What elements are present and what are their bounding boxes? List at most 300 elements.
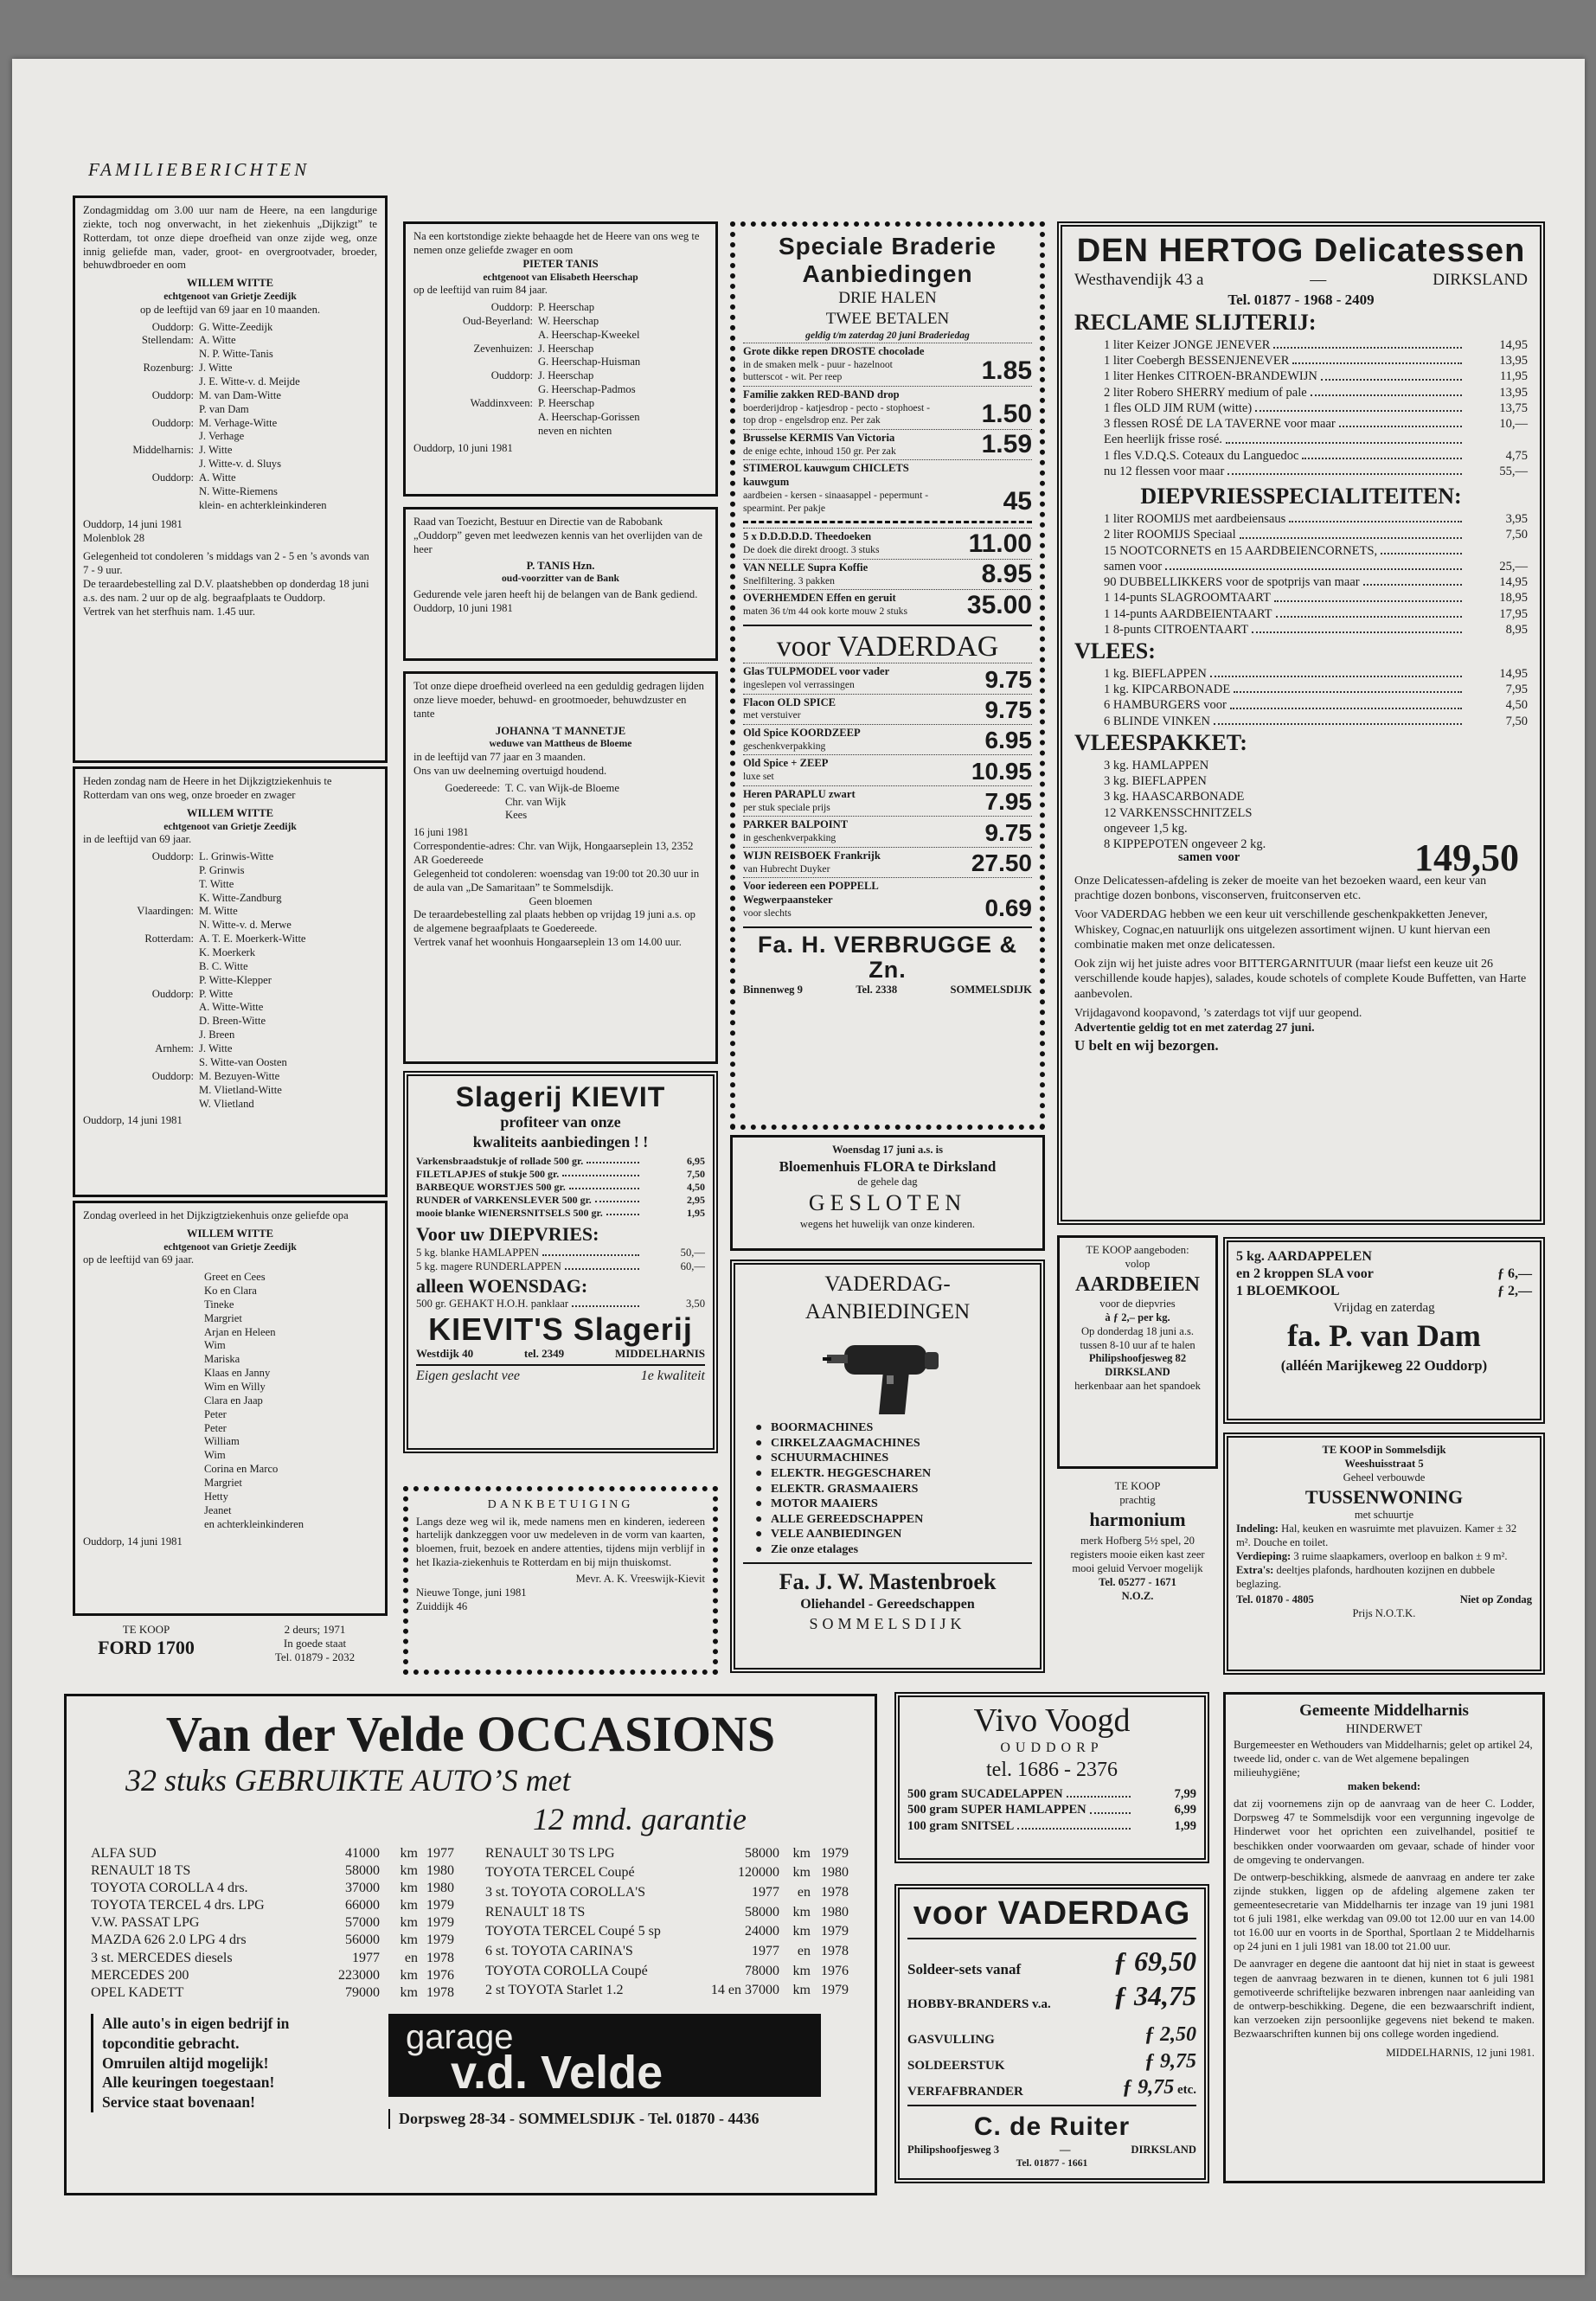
harm-label: TE KOOP (1114, 1480, 1161, 1492)
family-place (83, 1098, 194, 1112)
hertog-liquor-list (1074, 337, 1528, 479)
kievit-item (416, 1155, 705, 1168)
hertog-meat-item-label: 6 BLINDE VINKEN (1104, 714, 1210, 728)
ruiter-shop-name: C. de Ruiter (973, 2112, 1131, 2142)
hertog-liquor-item-label: 1 fles OLD JIM RUM (witte) (1104, 401, 1253, 415)
obit-thanks: Ons van uw deelneming overtuigd houdend. (413, 764, 607, 777)
kievit-item-label: FILETLAPJES of stukje 500 gr. (416, 1167, 560, 1180)
hertog-liquor-item-price: 55,— (1499, 465, 1528, 479)
hertog-frozen-item-label: 1 liter ROOMIJS met aardbeiensaus (1104, 512, 1286, 527)
vandam-price-3: ƒ 2,— (1497, 1284, 1532, 1299)
rabobank-notice (403, 507, 718, 661)
grandchild-name: Mariska (204, 1353, 240, 1366)
obit-place: Ouddorp, 14 juni 1981 (83, 1535, 183, 1548)
kievit-freezer-item: 5 kg. magere RUNDERLAPPEN 60,— (416, 1259, 705, 1272)
woning-sunday: Niet op Zondag (1459, 1593, 1532, 1606)
vivo-item (907, 1818, 1196, 1834)
hertog-package-price: 149,50 (1414, 836, 1519, 879)
braderie-item-desc: maten 36 t/m 44 ook korte mouw 2 stuks (743, 606, 907, 618)
ford-doors: 2 deurs; 1971 (284, 1623, 346, 1636)
aardbeien-pickup: Op donderdag 18 juni a.s. tussen 8-10 uur af te halen (1080, 1324, 1195, 1351)
woning-line-1: TE KOOP in Sommelsdijk (1322, 1444, 1446, 1456)
car-model: 3 st. TOYOTA COROLLA'S (485, 1884, 646, 1900)
obit-family-list (413, 301, 708, 439)
verbrugge-address: Binnenweg 9 (743, 983, 803, 996)
obit-departure: Vertrek van het sterfhuis nam. 1.45 uur. (83, 605, 256, 618)
hertog-liquor-item-price: 13,95 (1499, 385, 1528, 400)
family-name: N. Witte-Riemens (199, 484, 278, 497)
den-hertog-ad: DEN HERTOG Delicatessen Westhavendijk 43 a — DIRKSLAND Tel. 01877 - 1968 - 2409 RECLAME SLIJTERIJ: 1 liter Keizer JONGE JENEVER 14,95 1 liter Coebergh BESSENJENEVER 13,95 1 liter Henkes CITROEN-BRANDEWIJN 11,95 2 liter Robero SHERRY medium of pale 13,95 1 fles OLD JIM RUM (witte) 13,75 3 flessen ROSÉ DE LA TAVERNE voor maar 10,— Een heerlijk frisse rosé. 1 fles V.D.Q.S. Coteaux du Languedoc 4,75 nu 12 flessen voor maar 55,— DIEPVRIESSPECIALITEITEN: 1 liter ROOMIJS met aardbeiensaus 3,95 2 liter ROOMIJS Speciaal 7,50 15 NOOTCORNETS en 15 AARDBEIENCORNETS, samen voor 25,— 90 DUBBELLIKKERS voor de spotprijs van maar 14,95 1 14-punts SLAGROOMTAART 18,95 1 14-punts AARDBEIENTAART 17,95 1 8-punts CITROENTAART 8,95 VLEES: 1 kg. BIEFLAPPEN 14,95 1 kg. KIPCARBONADE 7,95 6 HAMBURGERS voor 4,50 6 BLINDE VINKEN 7,50 VLEESPAKKET: 3 kg. HAMLAPPEN 3 kg. BIEFLAPPEN 3 kg. HAASCARBONADE 12 VARKENSSCHNITZELS ongeveer 1,5 kg. 8 KIPPEPOTEN ongeveer 2 kg. samen voor 149,50 Onze Delicatessen-afdeling is zeker de moeite van het bezoeken waard, een keur van prachtige dozen bonbons, visconserven, fruitconserven etc. Voor VADERDAG hebben we een keur uit verschillende geschenkpakketten Jenever, Whiskey, Cognac,en natuurlijk ons uitgelezen assortiment wijnen. U kunt hiervan een combinatie maken met onze delicatessen. Ook zijn wij het juiste adres voor BITTERGARNITUUR (maar liefst een keuze uit 26 verschillende koude hapjes), salades, koude schotels of complete Koude Buffetten, van Harte aanbevolen. Vrijdagavond koopavond, ’s zaterdags tot vijf uur geopend. Advertentie geldig tot en met zaterdag 27 juni. U belt en wij bezorgen. (1057, 221, 1545, 1225)
hertog-meat-item (1104, 697, 1528, 713)
woning-label-2: Verdieping: (1236, 1549, 1292, 1562)
drill-icon (823, 1328, 952, 1419)
braderie-item (743, 386, 1032, 429)
vivo-item-label: 100 gram SNITSEL (907, 1818, 1015, 1833)
braderie-item-title: Old Spice + ZEEP (743, 757, 829, 770)
obit-place: Ouddorp, 14 juni 1981 (83, 517, 183, 530)
obit-burial: De teraardebestelling zal D.V. plaatshebben op donderdag 18 juni a.s. des nam. 2 uur op de alg. begraafplaats te Ouddorp. (83, 578, 369, 604)
car-km: 66000 (345, 1898, 380, 1913)
car-unit: km (400, 1898, 418, 1913)
vivo-item-label: 500 gram SUCADELAPPEN (907, 1787, 1063, 1802)
car-model: OPEL KADETT (91, 1984, 184, 2000)
family-place: Ouddorp: (151, 987, 194, 1000)
braderie-item-price: 6.95 (984, 727, 1032, 754)
kievit-slogan-1: Eigen geslacht vee (416, 1368, 520, 1383)
obit-burial: De teraardebestelling zal plaats hebben op vrijdag 19 juni a.s. op de algemene begraafplaats te Goedereede. (413, 908, 695, 935)
vivo-title: Vivo Voogd (973, 1702, 1131, 1739)
family-place: Vlaardingen: (137, 905, 194, 918)
gemeente-intro: Burgemeester en Wethouders van Middelharnis; gelet op artikel 24, tweede lid, onder c. van de Wet algemene bepalingen milieuhygiëne; (1234, 1738, 1533, 1779)
kievit-item (416, 1194, 705, 1207)
car-km: 58000 (745, 1904, 779, 1920)
braderie-item (743, 343, 1032, 386)
car-km: 58000 (345, 1862, 380, 1878)
ruiter-price-5: ƒ 9,75 (1122, 2075, 1175, 2099)
verbrugge-phone: Tel. 2338 (856, 983, 898, 996)
car-model: 3 st. MERCEDES diesels (91, 1950, 233, 1965)
obit-family-list (83, 850, 377, 1111)
braderie-sub-1: DRIE HALEN (838, 289, 937, 308)
family-name: D. Breen-Witte (199, 1015, 266, 1028)
car-unit: km (792, 1983, 811, 1998)
braderie-item-desc: voor slechts (743, 907, 792, 919)
hertog-frozen-item-label: samen voor (1104, 559, 1163, 574)
family-name: P. Grinwis (199, 863, 245, 876)
family-name: P. van Dam (199, 402, 249, 415)
hertog-liquor-item-price: 14,95 (1499, 337, 1528, 352)
hertog-meat-item (1104, 714, 1528, 729)
grandchild-name: Klaas en Janny (204, 1367, 271, 1380)
car-unit: km (792, 1963, 811, 1978)
vivo-voogd-ad (894, 1692, 1209, 1863)
aardbeien-label: TE KOOP aangeboden: (1086, 1244, 1189, 1256)
hertog-liquor-item (1104, 464, 1528, 479)
car-year: 1980 (426, 1862, 454, 1878)
hertog-frozen-item (1104, 559, 1528, 574)
braderie-item (743, 559, 1032, 589)
grandchild-name: Greet en Cees (204, 1271, 266, 1284)
car-unit: km (400, 1880, 418, 1895)
braderie-item-title: Old Spice KOORDZEEP (743, 726, 861, 739)
car-unit: en (404, 1950, 418, 1965)
car-km: 24000 (745, 1924, 779, 1939)
car-model: TOYOTA TERCEL Coupé 5 sp (485, 1924, 661, 1939)
vandam-days: Vrijdag en zaterdag (1333, 1301, 1435, 1316)
kievit-title: Slagerij KIEVIT (455, 1081, 666, 1112)
family-name: J. Witte (199, 1042, 233, 1055)
braderie-items-2 (743, 528, 1032, 619)
obit-age: op de leeftijd van ruim 84 jaar. (413, 284, 548, 297)
obit-intro: Zondag overleed in het Dijkzigtziekenhuis onze geliefde opa (83, 1209, 349, 1221)
gemeente-place-date: MIDDELHARNIS, 12 juni 1981. (1386, 2047, 1535, 2060)
obit-intro: Heden zondag nam de Heere in het Dijkzigtziekenhuis te Rotterdam van ons weg, onze broeder en zwager (83, 775, 332, 801)
aardbeien-volop: volop (1125, 1257, 1151, 1270)
hertog-town: DIRKSLAND (1433, 270, 1528, 289)
hertog-frozen-item-price: 14,95 (1499, 575, 1528, 590)
hertog-meat-item (1104, 682, 1528, 697)
hertog-frozen-item-label: 1 14-punts AARDBEIENTAART (1104, 606, 1272, 621)
hertog-frozen-item (1104, 543, 1528, 559)
hertog-phone: Tel. 01877 - 1968 - 2409 (1227, 291, 1375, 308)
car-km: 58000 (745, 1845, 779, 1861)
braderie-item-price: 1.85 (981, 356, 1032, 385)
hertog-meat-item-price: 4,50 (1505, 698, 1528, 713)
braderie-item-price: 1.50 (981, 399, 1032, 428)
hertog-frozen-item (1104, 590, 1528, 606)
mast-product: ● MOTOR MAAIERS (752, 1497, 1032, 1512)
family-place (83, 1056, 194, 1070)
mast-product-list (743, 1420, 1032, 1558)
obit-place: Ouddorp, 10 juni 1981 (413, 441, 513, 454)
car-year: 1978 (821, 1943, 849, 1958)
newspaper-page (12, 59, 1585, 2275)
family-name: G. Heerschap-Huisman (538, 356, 641, 369)
car-model: 6 st. TOYOTA CARINA'S (485, 1943, 633, 1958)
hertog-frozen-item-label: 90 DUBBELLIKKERS voor de spotprijs van maar (1104, 575, 1360, 590)
car-km: 41000 (345, 1845, 380, 1861)
car-model: RENAULT 18 TS (485, 1904, 586, 1920)
car-km: 37000 (345, 1880, 380, 1895)
grandchild-name: Wim en Willy (204, 1381, 266, 1394)
family-place: Ouddorp: (151, 471, 194, 484)
kievit-slogan-2: 1e kwaliteit (640, 1368, 705, 1383)
kievit-subtitle-1: profiteer van onze (500, 1113, 621, 1131)
van-dam-ad (1223, 1237, 1545, 1424)
van-der-velde-occasions-ad (64, 1694, 877, 2195)
hertog-liquor-item-label: 1 liter Henkes CITROEN-BRANDEWIJN (1104, 369, 1317, 384)
family-name: W. Vlietland (199, 1097, 254, 1110)
family-name: K. Moerkerk (199, 946, 256, 959)
velde-address: Dorpsweg 28-34 - SOMMELSDIJK - Tel. 01870 - 4436 (388, 2109, 821, 2129)
de-ruiter-ad: voor VADERDAG Soldeer-sets vanaf ƒ 69,50 HOBBY-BRANDERS v.a. ƒ 34,75 GASVULLING ƒ 2,50 SOLDEERSTUK ƒ 9,75 VERFAFBRANDER ƒ 9,75 etc. C. de Ruiter Philipshoofjesweg 3 — DIRKSLAND Tel. 01877 - 1661 (894, 1884, 1209, 2183)
braderie-item-desc: aardbeien - kersen - sinaasappel - pepermunt - spearmint. Per pakje (743, 490, 929, 514)
braderie-item-title: PARKER BALPOINT (743, 818, 849, 831)
hertog-frozen-item-price: 18,95 (1499, 591, 1528, 606)
verbrugge-name: Fa. H. VERBRUGGE & Zn. (757, 931, 1018, 984)
braderie-items (743, 343, 1032, 516)
hertog-liquor-item-price: 4,75 (1505, 448, 1528, 463)
ruiter-address: Philipshoofjesweg 3 (907, 2143, 1000, 2156)
vandam-name: fa. P. van Dam (1287, 1318, 1481, 1354)
hertog-meat-item-label: 1 kg. BIEFLAPPEN (1104, 666, 1207, 681)
braderie-item (743, 589, 1032, 619)
braderie-vaderdag-items (743, 663, 1032, 921)
thanks-signature: Mevr. A. K. Vreeswijk-Kievit (575, 1573, 705, 1586)
woning-text-3: deeltjes plafonds, hardhouten kozijnen en dubbele beglazing. (1236, 1563, 1496, 1590)
braderie-item-desc: per stuk speciale prijs (743, 801, 830, 813)
vandam-price-2: ƒ 6,— (1497, 1266, 1532, 1282)
velde-logo (388, 2014, 821, 2097)
kievit-item-price: 2,95 (687, 1193, 705, 1206)
thanks-text: Langs deze weg wil ik, mede namens men en kinderen, iedereen hartelijk dankzeggen voor uw medeleven in de vorm van kaarten, bloemen, fruit, bezoek en andere attenties, tijdens mijn verblijf in het Ikazia-ziekenhuis te Rotterdam en bij mijn thuiskomst. (416, 1515, 705, 1569)
package-item: 3 kg. HAMLAPPEN (1104, 758, 1209, 772)
hertog-frozen-item-price: 7,50 (1505, 528, 1528, 542)
braderie-item (743, 754, 1032, 785)
family-name: T. Witte (199, 877, 234, 890)
hertog-liquor-item (1104, 401, 1528, 416)
kievit-item-label: Varkensbraadstukje of rollade 500 gr. (416, 1154, 584, 1167)
hertog-text-5: Advertentie geldig tot en met zaterdag 27 juni. (1074, 1022, 1315, 1035)
braderie-item-title: STIMEROL kauwgum CHICLETS kauwgum (743, 462, 909, 489)
hertog-frozen-item-price: 17,95 (1499, 606, 1528, 621)
family-place: Rotterdam: (144, 933, 194, 945)
hertog-frozen-item-price: 8,95 (1505, 622, 1528, 637)
car-year: 1980 (821, 1865, 849, 1881)
obituary-mannetje (403, 671, 718, 1064)
kievit-town: MIDDELHARNIS (614, 1347, 705, 1361)
velde-logo-name: v.d. Velde (451, 2047, 663, 2099)
woning-line-3: Geheel verbouwde (1343, 1471, 1426, 1484)
car-km: 14 en 37000 (710, 1983, 779, 1998)
braderie-item (743, 694, 1032, 724)
obit-name: PIETER TANIS (522, 257, 599, 270)
mast-product: ● VELE AANBIEDINGEN (752, 1527, 1032, 1542)
car-unit: km (792, 1845, 811, 1861)
car-year: 1978 (821, 1884, 849, 1900)
aardbeien-price: à ƒ 2,– per kg. (1105, 1311, 1170, 1324)
car-unit: en (797, 1884, 811, 1900)
flora-line-3: de gehele dag (857, 1176, 918, 1189)
hertog-section-vleespakket: VLEESPAKKET: (1074, 729, 1247, 755)
hertog-liquor-item (1104, 353, 1528, 369)
car-year: 1978 (426, 1984, 454, 2000)
hertog-liquor-item-label: Een heerlijk frisse rosé. (1104, 433, 1222, 447)
ruiter-phone: Tel. 01877 - 1661 (1016, 2157, 1088, 2169)
car-km: 1977 (352, 1950, 380, 1965)
notice-intro: Raad van Toezicht, Bestuur en Directie van de Rabobank „Ouddorp” geven met leedwezen kennis van het overlijden van de heer (413, 516, 702, 555)
mast-town: SOMMELSDIJK (809, 1614, 966, 1632)
braderie-item-price: 9.75 (984, 665, 1032, 693)
vivo-item-price: 7,99 (1174, 1787, 1196, 1802)
family-name: Chr. van Wijk (505, 795, 567, 808)
hertog-package-samen: samen voor (1178, 849, 1240, 864)
family-name: neven en nichten (538, 424, 612, 437)
car-unit: km (400, 1932, 418, 1948)
family-place: Ouddorp: (151, 320, 194, 333)
gemeente-title: Gemeente Middelharnis (1299, 1702, 1469, 1720)
ford-phone: Tel. 01879 - 2032 (274, 1650, 356, 1663)
braderie-title-1: Speciale Braderie (778, 233, 997, 260)
grandchild-name: Hetty (204, 1490, 228, 1503)
family-name: N. P. Witte-Tanis (199, 348, 273, 361)
braderie-item-price: 45 (1003, 487, 1032, 516)
car-year: 1980 (426, 1880, 454, 1895)
family-name: P. Heerschap (538, 301, 595, 314)
kievit-item-price: 7,50 (687, 1167, 705, 1180)
hertog-liquor-item (1104, 448, 1528, 464)
car-model: TOYOTA COROLLA Coupé (485, 1963, 648, 1978)
obit-condolence: Gelegenheid tot condoleren: woensdag van 19:00 tot 20.30 uur in de aula van „De Samaritaan” te Sommelsdijk. (413, 867, 700, 894)
hertog-frozen-item-label: 1 8-punts CITROENTAART (1104, 622, 1249, 637)
obit-date: 16 juni 1981 (413, 826, 469, 839)
family-name: M. Bezuyen-Witte (199, 1069, 280, 1082)
ruiter-item-4: SOLDEERSTUK (907, 2058, 1005, 2073)
notice-name: P. TANIS Hzn. (526, 559, 595, 572)
grandchild-name: Tineke (204, 1298, 234, 1311)
verbrugge-town: SOMMELSDIJK (950, 983, 1032, 996)
hertog-meat-list (1074, 666, 1528, 729)
family-name: M. Verhage-Witte (199, 416, 278, 429)
car-unit: km (792, 1865, 811, 1881)
family-name: A. Witte (199, 334, 236, 347)
family-name: M. Vlietland-Witte (199, 1083, 282, 1096)
aardbeien-classified (1057, 1235, 1218, 1469)
family-place (83, 458, 194, 471)
hertog-liquor-item-label: 2 liter Robero SHERRY medium of pale (1104, 385, 1307, 400)
kievit-item-price: 6,95 (687, 1154, 705, 1167)
family-name: klein- en achterkleinkinderen (199, 498, 327, 511)
ruiter-town: DIRKSLAND (1131, 2143, 1196, 2156)
kievit-freezer-item: 5 kg. blanke HAMLAPPEN 50,— (416, 1246, 705, 1259)
thanks-title: DANKBETUIGING (487, 1498, 634, 1511)
obit-address: Molenblok 28 (83, 531, 145, 544)
ford-condition: In goede staat (283, 1637, 347, 1650)
car-year: 1979 (426, 1932, 454, 1948)
mast-product: ● BOORMACHINES (752, 1420, 1032, 1436)
braderie-item-price: 11.00 (968, 529, 1032, 558)
hertog-liquor-item-label: 1 liter Coebergh BESSENJENEVER (1104, 354, 1290, 369)
aardbeien-title: AARDBEIEN (1074, 1272, 1201, 1296)
car-year: 1979 (821, 1924, 849, 1939)
braderie-item-desc: ingeslepen vol verrassingen (743, 678, 855, 690)
gemeente-para-3: De aanvrager en degene die aantoont dat hij niet in staat is geweest tegen de aanvraag bezwaren in te dienen, kunnen tot 6 juli 1981 gemotiveerde schriftelijke bezwaren inbrengen naar aanleiding van de ontwerp-beschikking. Degene, die een bezwaarschrift indient, kan verzoeken zijn persoonlijke gegevens niet bekend te maken. Bezwaarschriften kunnen bij ons college worden ingediend. (1234, 1958, 1535, 2041)
braderie-item-desc: van Hubrecht Duyker (743, 862, 830, 875)
car-year: 1979 (426, 1915, 454, 1931)
car-km: 120000 (738, 1865, 779, 1881)
obit-condolence: Gelegenheid tot condoleren ’s middags van 2 - 5 en ’s avonds van 7 - 9 uur. (83, 550, 369, 577)
family-place: Stellendam: (141, 334, 194, 347)
ruiter-item-1: Soldeer-sets vanaf (907, 1960, 1022, 1977)
family-name: A. Witte (199, 471, 236, 484)
hertog-text-6: U belt en wij bezorgen. (1074, 1036, 1219, 1054)
braderie-item-title: Brusselse KERMIS Van Victoria (743, 431, 895, 444)
obituary-ad-1 (73, 195, 388, 763)
kievit-wednesday-header: alleen WOENSDAG: (416, 1274, 588, 1297)
harm-phone: Tel. 05277 - 1671 (1099, 1576, 1176, 1589)
hertog-liquor-item (1104, 369, 1528, 384)
car-km: 78000 (745, 1963, 779, 1978)
braderie-item (743, 663, 1032, 693)
hertog-liquor-item (1104, 416, 1528, 432)
obit-no-flowers: Geen bloemen (529, 894, 593, 907)
hertog-liquor-item (1104, 432, 1528, 447)
hertog-frozen-item-price: 3,95 (1505, 512, 1528, 527)
hertog-frozen-item (1104, 622, 1528, 638)
ruiter-price-2: ƒ 34,75 (1113, 1980, 1196, 2011)
kievit-item (416, 1168, 705, 1181)
family-name: A. T. E. Moerkerk-Witte (199, 933, 306, 945)
car-model: MERCEDES 200 (91, 1967, 189, 1983)
hertog-meat-item-price: 7,50 (1505, 714, 1528, 728)
ford-label: TE KOOP (122, 1623, 170, 1636)
vandam-address: (alléén Marijkeweg 22 Ouddorp) (1280, 1356, 1488, 1374)
car-unit: km (400, 1845, 418, 1861)
grandchild-name: Ko en Clara (204, 1285, 257, 1298)
family-place (83, 1015, 194, 1029)
tussenwoning-ad (1223, 1433, 1545, 1675)
car-km: 79000 (345, 1984, 380, 2000)
mast-title-2: AANBIEDINGEN (804, 1299, 971, 1324)
family-place: Ouddorp: (151, 1069, 194, 1082)
braderie-item-title: Heren PARAPLU zwart (743, 787, 856, 800)
woning-label-3: Extra's: (1236, 1563, 1274, 1576)
obit-name: JOHANNA 'T MANNETJE (495, 724, 626, 737)
family-name: S. Witte-van Oosten (199, 1055, 287, 1068)
family-name: P. Witte-Klepper (199, 973, 272, 986)
hertog-text-2: Voor VADERDAG hebben we een keur uit verschillende geschenkpakketten Jenever, Whiskey, Cognac,en natuurlijk ons uitgelezen assortiment wijnen. U kunt hiervan een combinatie maken met onze delicatessen. (1074, 907, 1490, 952)
family-name: J. E. Witte-v. d. Meijde (199, 375, 300, 388)
velde-car-list-left (91, 1845, 454, 2002)
hertog-section-slijterij: RECLAME SLIJTERIJ: (1074, 310, 1317, 336)
hertog-section-vlees: VLEES: (1074, 638, 1156, 664)
vandam-line-1: 5 kg. AARDAPPELEN (1236, 1249, 1372, 1264)
braderie-item-desc: in geschenkverpakking (743, 832, 836, 844)
car-km: 56000 (345, 1932, 380, 1948)
family-place (83, 919, 194, 933)
family-place: Ouddorp: (151, 388, 194, 401)
ruiter-etc: etc. (1176, 2082, 1196, 2097)
notice-text: Gedurende vele jaren heeft hij de belangen van de Bank gediend. (413, 588, 698, 601)
family-place (83, 892, 194, 906)
braderie-item-title: Voor iedereen een POPPELL Wegwerpaansteker (743, 880, 879, 907)
family-place (83, 1001, 194, 1015)
ruiter-item-2: HOBBY-BRANDERS v.a. (907, 1997, 1051, 2012)
hertog-meat-item (1104, 666, 1528, 682)
braderie-sub-2: TWEE BETALEN (825, 310, 950, 329)
car-unit: km (400, 1862, 418, 1878)
family-place (83, 375, 194, 389)
woning-text-2: 3 ruime slaapkamers, overloop en balkon ± 9 m². (1293, 1549, 1508, 1562)
aardbeien-address: Philipshoofjesweg 82 DIRKSLAND (1088, 1352, 1187, 1379)
braderie-item-title: Familie zakken RED-BAND drop (743, 388, 900, 401)
braderie-item-price: 9.75 (984, 818, 1032, 846)
car-km: 57000 (345, 1915, 380, 1931)
family-name: M. Witte (199, 905, 238, 918)
car-unit: km (400, 1984, 418, 2000)
family-place (83, 878, 194, 892)
grandchild-name: Margriet (204, 1477, 242, 1490)
family-place (413, 411, 533, 425)
hertog-meat-item-label: 1 kg. KIPCARBONADE (1104, 683, 1231, 697)
braderie-item-title: Flacon OLD SPICE (743, 695, 836, 708)
car-km: 1977 (752, 1943, 779, 1958)
aardbeien-sign: herkenbaar aan het spandoek (1074, 1380, 1201, 1393)
braderie-validity: geldig t/m zaterdag 20 juni Braderiedag (805, 330, 970, 342)
family-place (83, 485, 194, 499)
family-place: Waddinxveen: (470, 397, 533, 410)
braderie-item (743, 785, 1032, 816)
